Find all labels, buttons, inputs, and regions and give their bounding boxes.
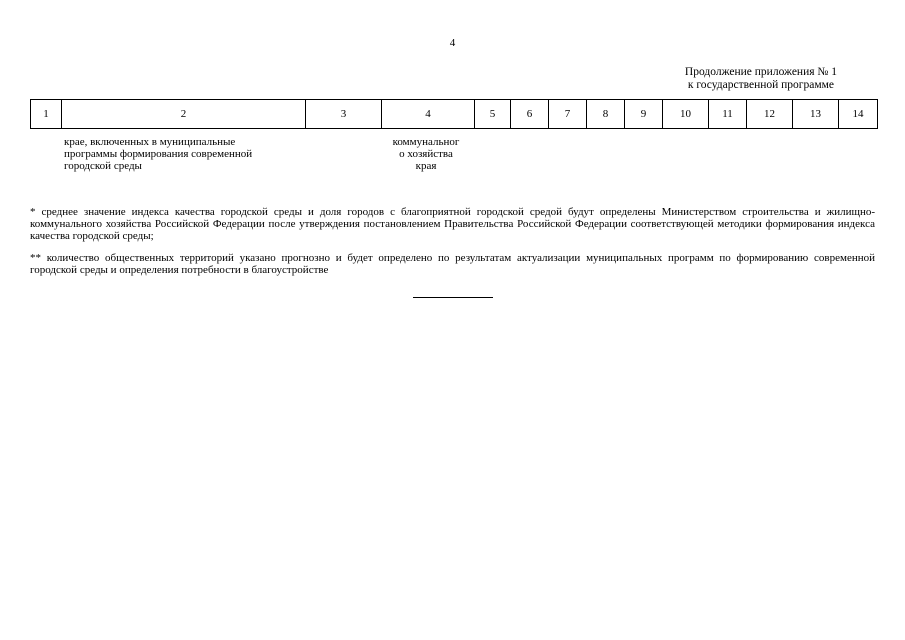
column-number-cell: 8 — [587, 100, 625, 129]
column-number-cell: 2 — [62, 100, 306, 129]
column-number-cell: 14 — [839, 100, 878, 129]
column-number-cell: 9 — [625, 100, 663, 129]
column-number-cell: 12 — [747, 100, 793, 129]
appendix-heading-line-1: Продолжение приложения № 1 — [684, 66, 837, 78]
appendix-heading — [685, 66, 837, 92]
column-number-cell: 1 — [31, 100, 62, 129]
appendix-heading-line-2: к государственной программе — [687, 79, 835, 91]
column-number-cell: 5 — [475, 100, 511, 129]
cell-text-line: края — [415, 160, 437, 172]
continued-cell-column-2 — [64, 136, 302, 172]
footnote-single-asterisk: * среднее значение индекса качества городской среды и доля городов с благоприятной городской средой будут определены Министерством строительства и жилищно-коммунального хозяйства Российской Федерации после утверждения постановлением Правительства Российской Федерации соответствующей методики формирования индекса качества городской среды; — [30, 206, 875, 242]
column-number-cell: 11 — [709, 100, 747, 129]
column-number-cell: 7 — [549, 100, 587, 129]
cell-text-line: о хозяйства — [399, 148, 453, 160]
column-number-cell: 6 — [511, 100, 549, 129]
cell-text-line: городской среды — [64, 160, 142, 172]
column-number-cell: 13 — [793, 100, 839, 129]
column-number-row — [31, 100, 878, 129]
column-number-cell: 4 — [382, 100, 475, 129]
cell-text-line: крае, включенных в муниципальные — [64, 136, 236, 148]
column-number-cell: 10 — [663, 100, 709, 129]
footnote-double-asterisk: ** количество общественных территорий указано прогнозно и будет определено по результатам актуализации муниципальных программ по формированию современной городской среды и определения потребности в благоустройстве — [30, 252, 875, 276]
page-number: 4 — [449, 37, 456, 49]
cell-text-line: коммунальног — [392, 136, 460, 148]
column-number-cell: 3 — [306, 100, 382, 129]
continued-cell-column-4 — [378, 136, 474, 172]
cell-text-line: программы формирования современной — [64, 148, 253, 160]
end-separator-line — [413, 297, 493, 298]
column-number-table — [30, 99, 878, 129]
